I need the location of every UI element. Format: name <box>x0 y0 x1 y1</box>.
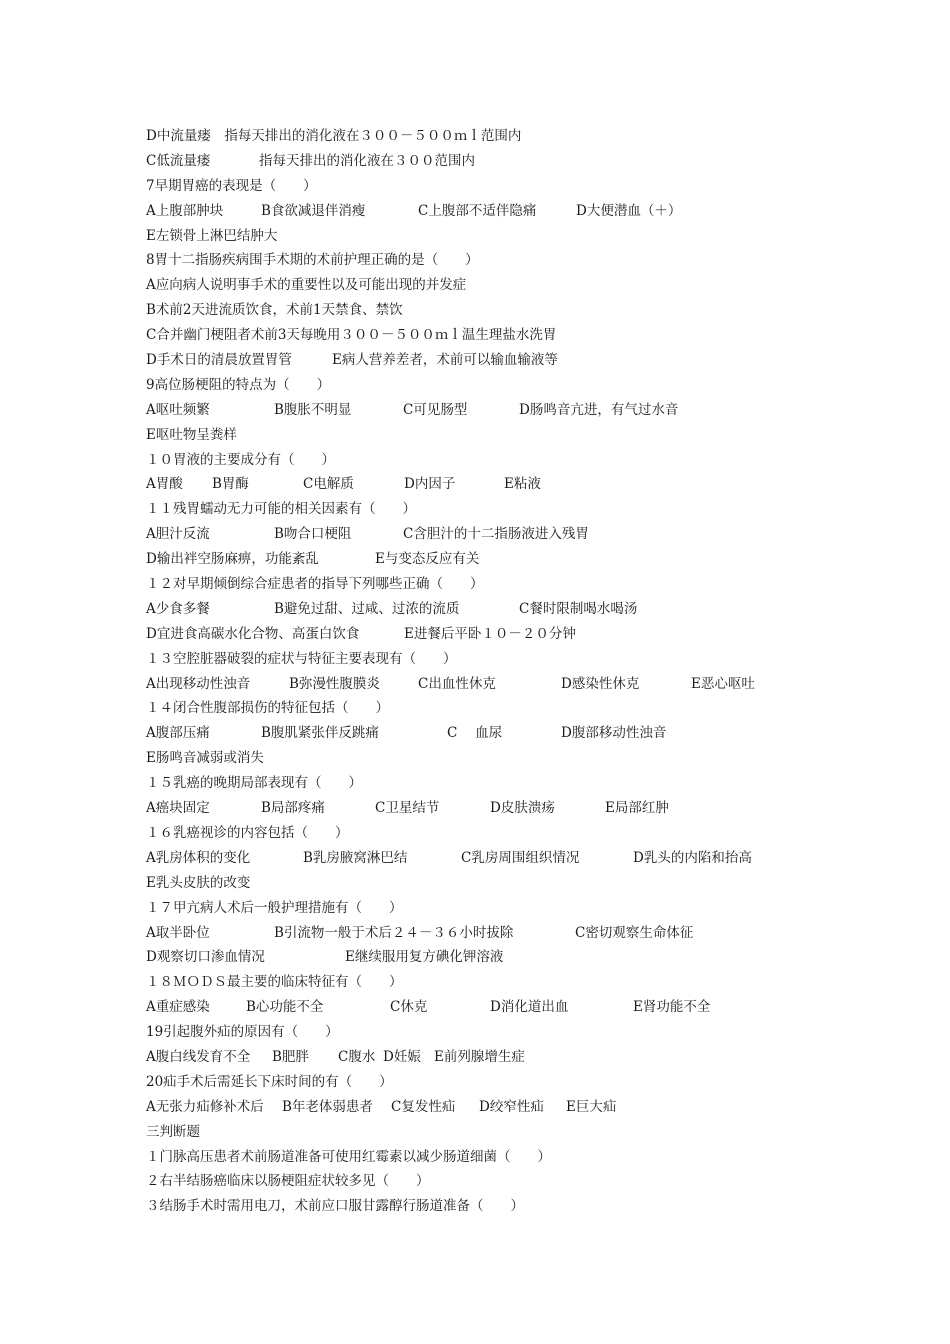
text-segment: C电解质 <box>303 476 354 493</box>
text-line <box>146 921 846 946</box>
text-segment: B引流物一般于术后２４－３６小时拔除 <box>274 924 514 941</box>
text-segment: B局部疼痛 <box>261 800 325 817</box>
text-segment: A应向病人说明事手术的重要性以及可能出现的并发症 <box>146 277 467 294</box>
text-segment: 19引起腹外疝的原因有（ ） <box>146 1024 339 1041</box>
text-segment: B避免过甜、过咸、过浓的流质 <box>274 600 460 617</box>
text-segment: E继续服用复方碘化钾溶液 <box>345 949 504 966</box>
text-line <box>146 647 846 672</box>
text-segment: １３空腔脏器破裂的症状与特征主要表现有（ ） <box>146 650 457 667</box>
text-line <box>146 174 846 199</box>
text-line <box>146 149 846 174</box>
text-segment: １２对早期倾倒综合症患者的指导下列哪些正确（ ） <box>146 576 484 593</box>
text-segment: ２右半结肠癌临床以肠梗阻症状较多见（ ） <box>146 1173 430 1190</box>
text-line <box>146 1194 846 1219</box>
text-segment: A腹白线发育不全 <box>146 1048 251 1065</box>
text-line <box>146 746 846 771</box>
text-line <box>146 522 846 547</box>
text-segment: C低流量瘘 <box>146 152 211 169</box>
text-segment: C餐时限制喝水喝汤 <box>519 600 638 617</box>
text-segment: B肥胖 <box>272 1048 309 1065</box>
text-segment: B乳房腋窝淋巴结 <box>303 849 408 866</box>
text-segment: E肠鸣音减弱或消失 <box>146 750 264 767</box>
text-line <box>146 1120 846 1145</box>
text-line <box>146 472 846 497</box>
text-segment: E乳头皮肤的改变 <box>146 874 251 891</box>
text-segment: D输出袢空肠麻痹，功能紊乱 <box>146 551 319 568</box>
text-line <box>146 1045 846 1070</box>
text-segment: D宜进食高碳水化合物、高蛋白饮食 <box>146 625 360 642</box>
text-line <box>146 970 846 995</box>
text-line <box>146 995 846 1020</box>
text-segment: A呕吐频繁 <box>146 401 210 418</box>
text-line <box>146 1169 846 1194</box>
text-segment: B胃酶 <box>212 476 249 493</box>
text-segment: D肠鸣音亢进，有气过水音 <box>519 401 679 418</box>
text-segment: １７甲亢病人术后一般护理措施有（ ） <box>146 899 403 916</box>
text-line <box>146 423 846 448</box>
text-line <box>146 248 846 273</box>
text-segment: A胃酸 <box>146 476 183 493</box>
text-segment: C腹水 <box>338 1048 376 1065</box>
text-line <box>146 273 846 298</box>
text-segment: D观察切口渗血情况 <box>146 949 265 966</box>
text-segment: C上腹部不适伴隐痛 <box>418 202 537 219</box>
text-segment: A出现移动性浊音 <box>146 675 251 692</box>
text-segment: E前列腺增生症 <box>434 1048 525 1065</box>
text-segment: D皮肤溃疡 <box>490 800 555 817</box>
text-segment: A癌块固定 <box>146 800 210 817</box>
text-segment: １５乳癌的晚期局部表现有（ ） <box>146 775 362 792</box>
text-line <box>146 323 846 348</box>
text-line <box>146 945 846 970</box>
text-segment: A上腹部肿块 <box>146 202 224 219</box>
text-line <box>146 448 846 473</box>
text-segment: 8胃十二指肠疾病围手术期的术前护理正确的是（ ） <box>146 252 479 269</box>
text-segment: C出血性休克 <box>418 675 496 692</box>
text-segment: D感染性休克 <box>561 675 640 692</box>
text-line <box>146 298 846 323</box>
text-line <box>146 547 846 572</box>
text-line <box>146 696 846 721</box>
text-segment: D手术日的清晨放置胃管 <box>146 352 292 369</box>
text-segment: B心功能不全 <box>246 999 324 1016</box>
text-line <box>146 796 846 821</box>
text-line <box>146 771 846 796</box>
text-segment: １门脉高压患者术前肠道准备可使用红霉素以减少肠道细菌（ ） <box>146 1148 551 1165</box>
text-segment: D腹部移动性浊音 <box>561 725 667 742</box>
text-segment: C卫星结节 <box>375 800 440 817</box>
text-segment: D消化道出血 <box>490 999 569 1016</box>
text-segment: １６乳癌视诊的内容包括（ ） <box>146 824 349 841</box>
text-line <box>146 846 846 871</box>
text-segment: 指每天排出的消化液在３００范围内 <box>259 152 475 169</box>
text-segment: A腹部压痛 <box>146 725 210 742</box>
text-segment: B腹肌紧张伴反跳痛 <box>261 725 379 742</box>
text-line <box>146 199 846 224</box>
text-line <box>146 622 846 647</box>
text-segment: B腹胀不明显 <box>274 401 352 418</box>
text-line <box>146 896 846 921</box>
text-segment: D绞窄性疝 <box>479 1098 544 1115</box>
text-line <box>146 497 846 522</box>
text-segment: D大便潜血（＋） <box>576 202 682 219</box>
text-line <box>146 721 846 746</box>
text-segment: 三判断题 <box>146 1123 200 1140</box>
text-segment: １４闭合性腹部损伤的特征包括（ ） <box>146 700 389 717</box>
text-segment: C密切观察生命体征 <box>575 924 694 941</box>
text-segment: B食欲减退伴消瘦 <box>261 202 366 219</box>
text-segment: １８ＭＯＤＳ最主要的临床特征有（ ） <box>146 974 403 991</box>
text-segment: B术前2天进流质饮食，术前1天禁食、禁饮 <box>146 302 403 319</box>
text-segment: E呕吐物呈粪样 <box>146 426 237 443</box>
text-segment: D内因子 <box>404 476 456 493</box>
question-text <box>146 124 846 1219</box>
text-line <box>146 572 846 597</box>
text-segment: E病人营养差者，术前可以输血输液等 <box>332 352 558 369</box>
text-line <box>146 821 846 846</box>
text-segment: C乳房周围组织情况 <box>461 849 580 866</box>
text-segment: E粘液 <box>504 476 541 493</box>
text-segment: １１残胃蠕动无力可能的相关因素有（ ） <box>146 501 416 518</box>
text-segment: C复发性疝 <box>391 1098 456 1115</box>
text-line <box>146 672 846 697</box>
text-segment: D妊娠 <box>383 1048 421 1065</box>
text-line <box>146 124 846 149</box>
text-line <box>146 1020 846 1045</box>
text-segment: 7早期胃癌的表现是（ ） <box>146 177 317 194</box>
text-line <box>146 1095 846 1120</box>
text-segment: E局部红肿 <box>605 800 669 817</box>
text-segment: E进餐后平卧１０－２０分钟 <box>404 625 576 642</box>
text-line <box>146 1145 846 1170</box>
text-line <box>146 1070 846 1095</box>
text-segment: E与变态反应有关 <box>375 551 480 568</box>
text-segment: D乳头的内陷和抬高 <box>633 849 752 866</box>
text-segment: E左锁骨上淋巴结肿大 <box>146 227 278 244</box>
text-segment: C 血尿 <box>447 725 503 742</box>
text-segment: E肾功能不全 <box>633 999 711 1016</box>
text-line <box>146 348 846 373</box>
text-segment: D中流量瘘 指每天排出的消化液在３００－５００ｍｌ范围内 <box>146 128 522 144</box>
text-segment: A重症感染 <box>146 999 210 1016</box>
text-segment: C含胆汁的十二指肠液进入残胃 <box>403 526 589 543</box>
text-segment: B吻合口梗阻 <box>274 526 352 543</box>
text-segment: B弥漫性腹膜炎 <box>289 675 380 692</box>
text-line <box>146 224 846 249</box>
text-segment: E恶心呕吐 <box>691 675 755 692</box>
text-segment: 9高位肠梗阻的特点为（ ） <box>146 376 331 393</box>
text-segment: １０胃液的主要成分有（ ） <box>146 451 335 468</box>
text-segment: E巨大疝 <box>566 1098 617 1115</box>
text-line <box>146 398 846 423</box>
text-segment: A乳房体积的变化 <box>146 849 251 866</box>
text-segment: B年老体弱患者 <box>282 1098 373 1115</box>
text-segment: C合并幽门梗阻者术前3天每晚用３００－５００ｍｌ温生理盐水洗胃 <box>146 327 557 344</box>
text-segment: C可见肠型 <box>403 401 468 418</box>
text-segment: A无张力疝修补术后 <box>146 1098 264 1115</box>
text-segment: A取半卧位 <box>146 924 210 941</box>
text-line <box>146 871 846 896</box>
text-segment: ３结肠手术时需用电刀，术前应口服甘露醇行肠道准备（ ） <box>146 1198 524 1215</box>
text-line <box>146 373 846 398</box>
text-segment: 20疝手术后需延长下床时间的有（ ） <box>146 1073 393 1090</box>
text-segment: C休克 <box>390 999 428 1016</box>
text-line <box>146 597 846 622</box>
text-segment: A胆汁反流 <box>146 526 210 543</box>
text-segment: A少食多餐 <box>146 600 210 617</box>
